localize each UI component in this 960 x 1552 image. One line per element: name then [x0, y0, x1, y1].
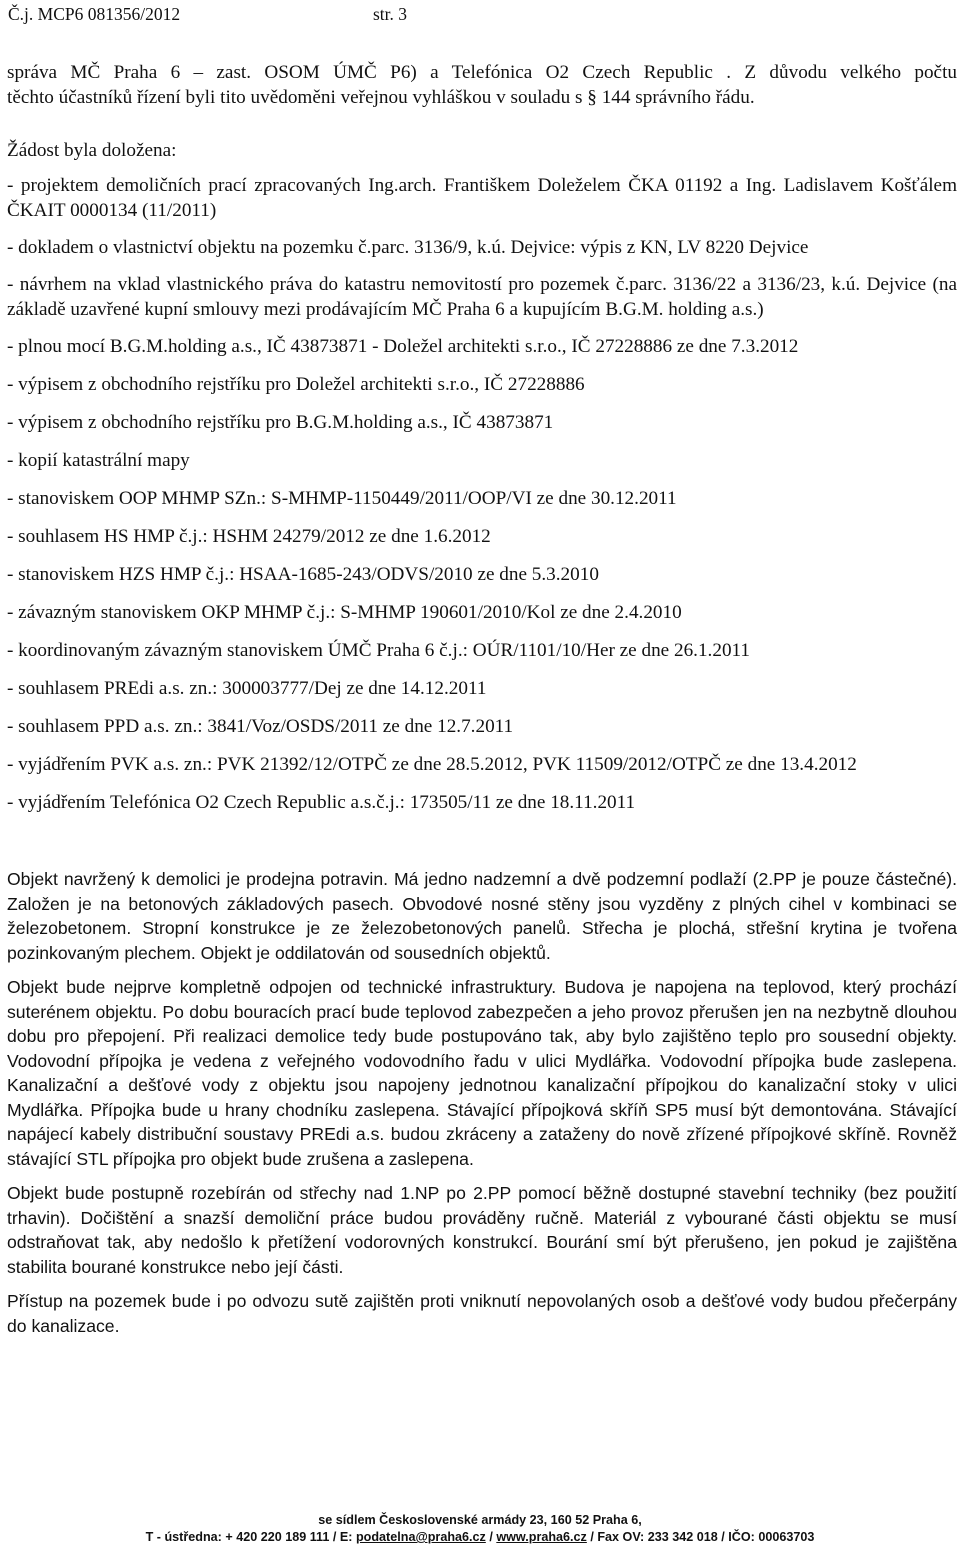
footer-fax-ico: / Fax OV: 233 342 018 / IČO: 00063703 [586, 1530, 815, 1544]
request-heading: Žádost byla doložena: [7, 140, 177, 161]
list-item: - dokladem o vlastnictví objektu na pozemku č.parc. 3136/9, k.ú. Dejvice: výpis z KN, LV 8220 Dejvice [7, 237, 809, 258]
list-item: - závazným stanoviskem OKP MHMP č.j.: S-MHMP 190601/2010/Kol ze dne 2.4.2010 [7, 602, 682, 623]
footer-phone: T - ústředna: + 420 220 189 111 / E: [145, 1530, 356, 1544]
list-item: - výpisem z obchodního rejstříku pro Doležel architekti s.r.o., IČ 27228886 [7, 374, 585, 395]
list-item: - projektem demoličních prací zpracovaných Ing.arch. Františkem Doleželem ČKA 01192 a Ing. Ladislavem Košťálem ČKAIT 0000134 (11/2011) [7, 175, 957, 221]
description-section [7, 867, 957, 1338]
list-item: - stanoviskem OOP MHMP SZn.: S-MHMP-1150449/2011/OOP/VI ze dne 30.12.2011 [7, 488, 677, 509]
paragraph-disconnection: Objekt bude nejprve kompletně odpojen od technické infrastruktury. Budova je napojena na teplovod, který prochází suterénem objektu. Po dobu bouracích prací bude teplovod zabezpečen a jeho provoz přerušen jen na nezbytně dlouhou dobu pro přepojení. Při realizaci demolice tedy bude postupováno tak, aby bylo zajištěno teplo pro sousední objekty. Vodovodní přípojka je vedena z veřejného vodovodního řadu v ulici Mydlářka. Vodovodní přípojka bude zaslepena. Kanalizační a dešťové vody z objektu jsou napojeny jednotnou kanalizační přípojkou do kanalizační stoky v ulici Mydlářka. Přípojka bude u hrany chodníku zaslepena. Stávající přípojková skříň SP5 musí být demontována. Stávající napájecí kabely distribuční soustavy PREdi a.s. budou zkráceny a zataženy do nově zřízené přípojkové skříně. Rovněž stávající STL přípojka pro objekt bude zrušena a zaslepena. [7, 977, 957, 1169]
document-body [7, 60, 957, 1338]
attachment-list [7, 173, 957, 815]
list-item: - souhlasem HS HMP č.j.: HSHM 24279/2012 ze dne 1.6.2012 [7, 526, 491, 547]
list-item: - souhlasem PPD a.s. zn.: 3841/Voz/OSDS/2011 ze dne 12.7.2011 [7, 716, 514, 737]
page-header [8, 4, 408, 25]
list-item: - výpisem z obchodního rejstříku pro B.G.M.holding a.s., IČ 43873871 [7, 412, 554, 433]
list-item: - koordinovaným závazným stanoviskem ÚMČ Praha 6 č.j.: OÚR/1101/10/Her ze dne 26.1.2011 [7, 640, 751, 661]
paragraph-building: Objekt navržený k demolici je prodejna potravin. Má jedno nadzemní a dvě podzemní podlaží (2.PP je pouze částečné). Založen je na betonových základových pasech. Obvodové nosné stěny jsou vyzděny z plných cihel v kombinaci se železobetonem. Stropní konstrukce je ze železobetonových panelů. Střecha je plochá, střešní krytina je tvořena pozinkovaným plechem. Objekt je oddilatován od sousedních objektů. [7, 869, 957, 963]
list-item: - kopií katastrální mapy [7, 450, 190, 471]
list-item: - návrhem na vklad vlastnického práva do katastru nemovitostí pro pozemek č.parc. 3136/22 a 3136/23, k.ú. Dejvice (na základě uzavřené kupní smlouvy mezi prodávajícím MČ Praha 6 a kupujícím B.G.M. holding a.s.) [7, 274, 957, 320]
email-link[interactable]: podatelna@praha6.cz [355, 1530, 486, 1544]
list-item: - vyjádřením Telefónica O2 Czech Republic a.s.č.j.: 173505/11 ze dne 18.11.2011 [7, 792, 636, 813]
list-item: - plnou mocí B.G.M.holding a.s., IČ 43873871 - Doležel architekti s.r.o., IČ 27228886 ze dne 7.3.2012 [7, 336, 799, 357]
list-item: - souhlasem PREdi a.s. zn.: 300003777/Dej ze dne 14.12.2011 [7, 678, 487, 699]
footer-address: se sídlem Československé armády 23, 160 52 Praha 6, [318, 1513, 642, 1527]
intro-line-2: těchto účastníků řízení byli tito uvědoměni veřejnou vyhláškou v souladu s § 144 správního řádu. [7, 87, 755, 108]
list-item: - stanoviskem HZS HMP č.j.: HSAA-1685-243/ODVS/2010 ze dne 5.3.2010 [7, 564, 599, 585]
paragraph-demolition: Objekt bude postupně rozebírán od střechy nad 1.NP po 2.PP pomocí běžně dostupné stavební techniky (bez použití trhavin). Dočištění a snazší demoliční práce budou prováděny ručně. Materiál z vybourané části objektu se musí odstraňovat tak, aby nedošlo k přetížení vodorovných konstrukcí. Bourání smí být přerušeno, jen pokud je zajištěna stabilita bourané konstrukce nebo její části. [7, 1183, 957, 1277]
paragraph-access: Přístup na pozemek bude i po odvozu sutě zajištěn proti vniknutí nepovolaných osob a dešťové vody budou přečerpány do kanalizace. [7, 1291, 957, 1336]
website-link[interactable]: www.praha6.cz [496, 1530, 587, 1544]
page-footer [0, 1512, 960, 1546]
intro-line-1: správa MČ Praha 6 – zast. OSOM ÚMČ P6) a Telefónica O2 Czech Republic . Z důvodu velkého počtu [7, 62, 957, 83]
footer-contacts [0, 1529, 960, 1546]
list-item: - vyjádřením PVK a.s. zn.: PVK 21392/12/OTPČ ze dne 28.5.2012, PVK 11509/2012/OTPČ ze dne 13.4.2012 [7, 754, 857, 775]
footer-separator: / [485, 1530, 497, 1544]
page-number: str. 3 [373, 4, 408, 24]
reference-number: Č.j. MCP6 081356/2012 [8, 4, 181, 24]
